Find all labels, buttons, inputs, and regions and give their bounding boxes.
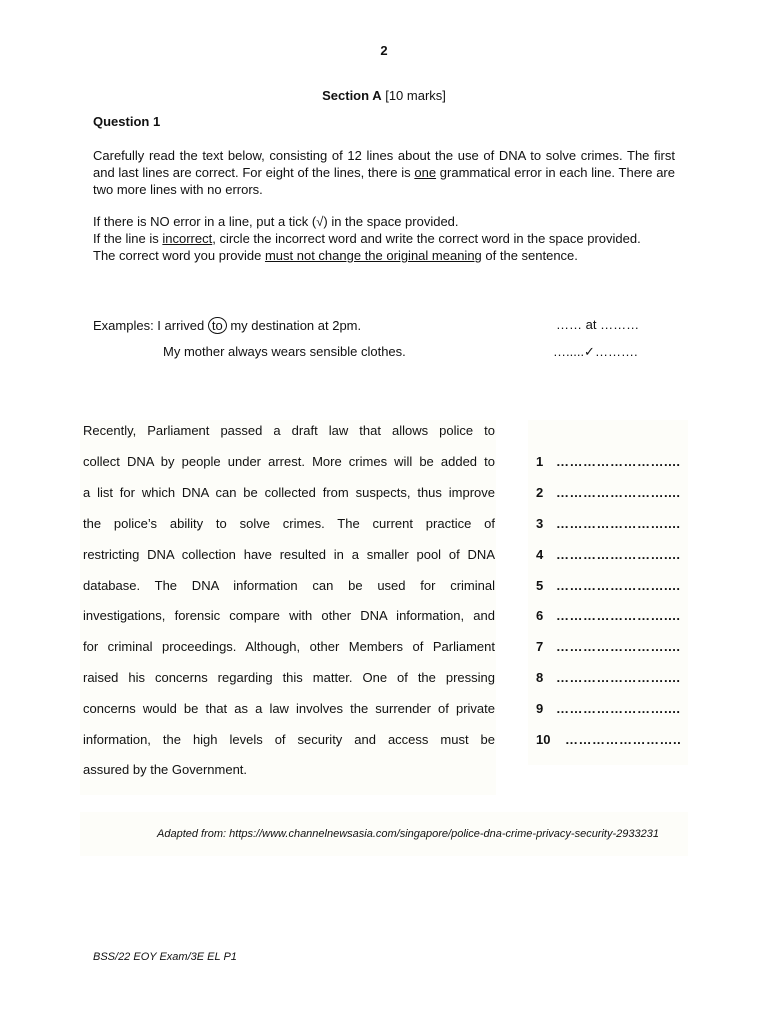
answer-number: 8 bbox=[536, 670, 544, 685]
passage-line: information, the high levels of security and access must be bbox=[83, 732, 495, 747]
passage-line: database. The DNA information can be used for criminal bbox=[83, 578, 495, 593]
answer-blank[interactable]: …………………….... bbox=[556, 701, 681, 716]
answer-blank[interactable]: …………………….... bbox=[556, 547, 681, 562]
passage-line: concerns would be that as a law involves the surrender of private bbox=[83, 701, 495, 716]
section-marks: [10 marks] bbox=[381, 88, 446, 103]
example-1-post: my destination at 2pm. bbox=[226, 318, 362, 333]
example-2-answer: ….....✓………. bbox=[553, 344, 638, 359]
answer-blank[interactable]: …………………….... bbox=[556, 485, 681, 500]
rule3-underlined: must not change the original meaning bbox=[264, 248, 482, 263]
answer-number: 6 bbox=[536, 608, 544, 623]
question-title: Question 1 bbox=[93, 114, 161, 129]
rule3-text-b: of the sentence. bbox=[481, 248, 578, 263]
instructions-intro bbox=[93, 147, 675, 198]
answer-blank[interactable]: …………………….... bbox=[556, 516, 681, 531]
rule-no-error: If there is NO error in a line, put a tick (√) in the space provided. bbox=[93, 214, 459, 229]
section-label: Section A bbox=[322, 88, 382, 103]
answer-blank[interactable]: …………………….... bbox=[556, 578, 681, 593]
passage-line: the police’s ability to solve crimes. The current practice of bbox=[83, 516, 495, 531]
answer-blank[interactable]: …………………….... bbox=[556, 608, 681, 623]
passage-line: restricting DNA collection have resulted in a smaller pool of DNA bbox=[83, 547, 495, 562]
answer-blank[interactable]: …………………….. bbox=[565, 732, 682, 747]
instructions-rules bbox=[93, 213, 675, 264]
source-credit: Adapted from: https://www.channelnewsasia.com/singapore/police-dna-crime-privacy-security-2933231 bbox=[157, 828, 659, 840]
page-footer: BSS/22 EOY Exam/3E EL P1 bbox=[93, 951, 237, 963]
passage-line: investigations, forensic compare with other DNA information, and bbox=[83, 608, 495, 623]
answer-blank[interactable]: …………………….... bbox=[556, 670, 681, 685]
intro-text-b: grammatical error in each line. There are two more lines with no errors. bbox=[93, 165, 675, 197]
answer-blank[interactable]: …………………….... bbox=[556, 639, 681, 654]
rule-incorrect bbox=[93, 230, 675, 247]
passage-line: raised his concerns regarding this matter. One of the pressing bbox=[83, 670, 495, 685]
passage-line: for criminal proceedings. Although, other Members of Parliament bbox=[83, 639, 495, 654]
example-1-pre: Examples: I arrived bbox=[93, 318, 208, 333]
passage-line: collect DNA by people under arrest. More crimes will be added to bbox=[83, 454, 495, 469]
passage-line: assured by the Government. bbox=[83, 762, 248, 777]
example-1-answer: …… at ……… bbox=[556, 317, 640, 332]
answer-number: 5 bbox=[536, 578, 544, 593]
example-1 bbox=[93, 317, 361, 334]
rule2-text-b: , circle the incorrect word and write the correct word in the space provided. bbox=[212, 231, 641, 246]
passage-line: Recently, Parliament passed a draft law that allows police to bbox=[83, 423, 495, 438]
section-title bbox=[0, 88, 768, 103]
rule3-text-a: The correct word you provide bbox=[93, 248, 265, 263]
answer-number: 2 bbox=[536, 485, 544, 500]
answer-number: 9 bbox=[536, 701, 544, 716]
answer-blank[interactable]: …………………….... bbox=[556, 454, 681, 469]
page-number: 2 bbox=[380, 43, 388, 58]
intro-underlined: one bbox=[414, 165, 437, 180]
answer-number: 4 bbox=[536, 547, 544, 562]
rule2-underlined: incorrect bbox=[162, 231, 213, 246]
intro-text-a: Carefully read the text below, consisting of 12 lines about the use of DNA to solve crimes. The first and last lines are correct. For eight of the lines, there is bbox=[93, 148, 675, 180]
answer-number: 7 bbox=[536, 639, 544, 654]
rule-meaning bbox=[93, 247, 675, 264]
answer-number: 3 bbox=[536, 516, 544, 531]
passage-line: a list for which DNA can be collected from suspects, thus improve bbox=[83, 485, 495, 500]
rule2-text-a: If the line is bbox=[93, 231, 163, 246]
answer-number: 10 bbox=[536, 732, 551, 747]
example-2: My mother always wears sensible clothes. bbox=[163, 344, 406, 359]
example-circled-word: to bbox=[208, 317, 227, 334]
answer-number: 1 bbox=[536, 454, 544, 469]
